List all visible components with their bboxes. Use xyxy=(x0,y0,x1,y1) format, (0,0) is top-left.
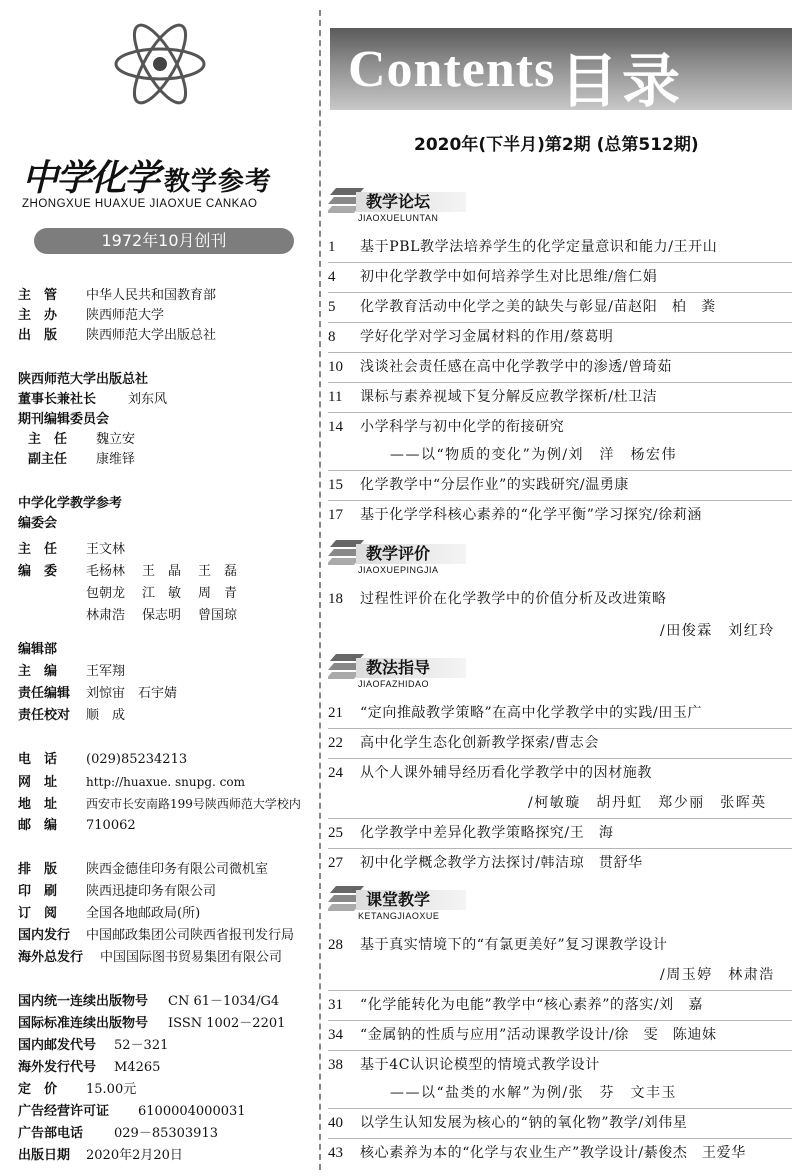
section-header-classroom xyxy=(328,884,458,924)
section-title: 课堂教学 xyxy=(366,890,431,909)
toc-entry[interactable]: 1 基于PBL教学法培养学生的化学定量意识和能力/王开山 xyxy=(328,239,718,255)
press-heading: 陕西师范大学出版总社 xyxy=(18,372,149,387)
toc-entry-continuation: /周玉婷 林肃浩 xyxy=(660,967,775,983)
issn-row: 国际标准连续出版物号 ISSN 1002－2201 xyxy=(18,1016,286,1031)
section-header-method xyxy=(328,652,458,692)
subscription-row: 订 阅 全国各地邮政局(所) xyxy=(18,906,201,921)
masthead-column xyxy=(0,0,318,1176)
toc-entry-continuation: ——以“盐类的水解”为例/张 芬 文丰玉 xyxy=(390,1085,678,1101)
board-members-row-3: 林肃浩 保志明 曾国琼 xyxy=(86,608,238,623)
typesetting-row: 排 版 陕西金德佳印务有限公司微机室 xyxy=(18,862,269,877)
section-pinyin: KETANGJIAOXUE xyxy=(358,911,440,921)
address-row: 地 址 西安市长安南路199号陕西师范大学校内 xyxy=(18,797,301,812)
section-header-evaluation xyxy=(328,538,458,578)
toc-entry[interactable]: 14 小学科学与初中化学的衔接研究 xyxy=(328,419,565,435)
toc-entry[interactable]: 34 “金属钠的性质与应用”活动课教学设计/徐 雯 陈迪妹 xyxy=(328,1027,717,1043)
toc-entry[interactable]: 27 初中化学概念教学方法探讨/韩洁琼 贯舒华 xyxy=(328,855,643,871)
price-row: 定 价 15.00元 xyxy=(18,1082,137,1097)
toc-entry[interactable]: 18 过程性评价在化学教学中的价值分析及改进策略 xyxy=(328,591,667,607)
printing-row: 印 刷 陕西迅捷印务有限公司 xyxy=(18,884,217,899)
section-header-forum xyxy=(328,186,458,226)
committee-heading: 期刊编辑委员会 xyxy=(18,412,110,427)
banner-en: Contents xyxy=(348,41,556,98)
toc-entry-continuation: ——以“物质的变化”为例/刘 洋 杨宏伟 xyxy=(390,447,678,463)
ad-phone-row: 广告部电话 029－85303913 xyxy=(18,1126,218,1141)
toc-entry[interactable]: 24 从个人课外辅导经历看化学教学中的因材施教 xyxy=(328,765,652,781)
publisher-row: 出 版 陕西师范大学出版总社 xyxy=(18,328,217,343)
section-pinyin: JIAOFAZHIDAO xyxy=(358,679,430,689)
column-divider xyxy=(319,10,321,1170)
sponsor-row: 主 办 陕西师范大学 xyxy=(18,308,165,323)
domestic-code-row: 国内邮发代号 52－321 xyxy=(18,1038,169,1053)
board-director-row: 主 任 王文林 xyxy=(18,542,126,557)
founded-badge: 1972年10月创刊 xyxy=(34,228,294,254)
toc-entry-continuation: /田俊霖 刘红玲 xyxy=(660,623,775,639)
cn-number-row: 国内统一连续出版物号 CN 61－1034/G4 xyxy=(18,994,280,1009)
toc-entry[interactable]: 21 “定向推敲教学策略”在高中化学教学中的实践/田玉广 xyxy=(328,705,703,721)
toc-entry[interactable]: 40 以学生认知发展为核心的“钠的氧化物”教学/刘伟星 xyxy=(328,1115,688,1131)
committee-director-row: 主 任 魏立安 xyxy=(28,432,136,447)
section-title: 教学评价 xyxy=(366,544,431,563)
contents-banner xyxy=(330,28,792,115)
editorial-heading: 编辑部 xyxy=(18,642,58,657)
chairman-row: 董事长兼社长 刘东风 xyxy=(18,392,168,407)
section-pinyin: JIAOXUEPINGJIA xyxy=(358,565,439,575)
chief-editor-row: 主 编 王军翔 xyxy=(18,664,126,679)
section-pinyin: JIAOXUELUNTAN xyxy=(358,213,439,223)
board-members-row-2: 包朝龙 江 敏 周 青 xyxy=(86,586,238,601)
journal-pinyin: ZHONGXUE HUAXUE JIAOXUE CANKAO xyxy=(22,198,258,210)
phone-row: 电 话 (029)85234213 xyxy=(18,752,188,767)
toc-entry[interactable]: 15 化学教学中“分层作业”的实践研究/温勇康 xyxy=(328,477,630,493)
toc-entry[interactable]: 43 核心素养为本的“化学与农业生产”教学设计/綦俊杰 王爱华 xyxy=(328,1145,746,1161)
atom-logo-icon xyxy=(112,14,208,114)
issue-line: 2020年(下半月)第2期 (总第512期) xyxy=(414,135,699,155)
committee-deputy-row: 副主任 康维铎 xyxy=(28,452,136,467)
toc-entry[interactable]: 31 “化学能转化为电能”教学中“核心素养”的落实/刘 嘉 xyxy=(328,997,703,1013)
section-title: 教法指导 xyxy=(366,658,431,677)
toc-entry[interactable]: 38 基于4C认识论模型的情境式教学设计 xyxy=(328,1057,600,1073)
toc-entry[interactable]: 28 基于真实情境下的“有氯更美好”复习课教学设计 xyxy=(328,937,668,953)
toc-entry[interactable]: 25 化学教学中差异化教学策略探究/王 海 xyxy=(328,825,614,841)
toc-entry[interactable]: 4 初中化学教学中如何培养学生对比思维/詹仁娟 xyxy=(328,269,658,285)
toc-entry[interactable]: 17 基于化学学科核心素养的“化学平衡”学习探究/徐莉涵 xyxy=(328,507,703,523)
postcode-row: 邮 编 710062 xyxy=(18,818,136,833)
supervisor-row: 主 管 中华人民共和国教育部 xyxy=(18,288,217,303)
section-title: 教学论坛 xyxy=(366,192,431,211)
overseas-code-row: 海外发行代号 M4265 xyxy=(18,1060,161,1075)
journal-title-sub: 教学参考 xyxy=(164,167,273,197)
domestic-dist-row: 国内发行 中国邮政集团公司陕西省报刊发行局 xyxy=(18,928,295,943)
overseas-dist-row: 海外总发行 中国国际图书贸易集团有限公司 xyxy=(18,950,283,965)
journal-title xyxy=(22,150,322,199)
journal-title-calligraphy: 中学化学 xyxy=(22,157,159,199)
website-row: 网 址 http://huaxue. snupg. com xyxy=(18,775,245,790)
journal-heading: 中学化学教学参考 xyxy=(18,496,123,511)
board-heading: 编委会 xyxy=(18,516,58,531)
toc-entry[interactable]: 8 学好化学对学习金属材料的作用/蔡葛明 xyxy=(328,329,614,345)
toc-entry[interactable]: 10 浅谈社会责任感在高中化学教学中的渗透/曾琦茹 xyxy=(328,359,672,375)
board-members-row-1: 编 委 毛杨林 王 晶 王 磊 xyxy=(18,564,238,579)
ad-license-row: 广告经营许可证 6100004000031 xyxy=(18,1104,246,1119)
toc-entry[interactable]: 5 化学教育活动中化学之美的缺失与彰显/苗赵阳 柏 粪 xyxy=(328,299,716,315)
pub-date-row: 出版日期 2020年2月20日 xyxy=(18,1148,183,1163)
banner-zh: 目录 xyxy=(560,47,685,115)
toc-entry-continuation: /柯敏璇 胡丹虹 郑少丽 张晖英 xyxy=(528,795,767,811)
toc-entry[interactable]: 22 高中化学生态化创新教学探索/曹志会 xyxy=(328,735,599,751)
proofreader-row: 责任校对 顺 成 xyxy=(18,708,126,723)
editors-row: 责任编辑 刘惊宙 石宇婧 xyxy=(18,686,178,701)
toc-entry[interactable]: 11 课标与素养视域下复分解反应教学探析/杜卫洁 xyxy=(328,389,658,405)
